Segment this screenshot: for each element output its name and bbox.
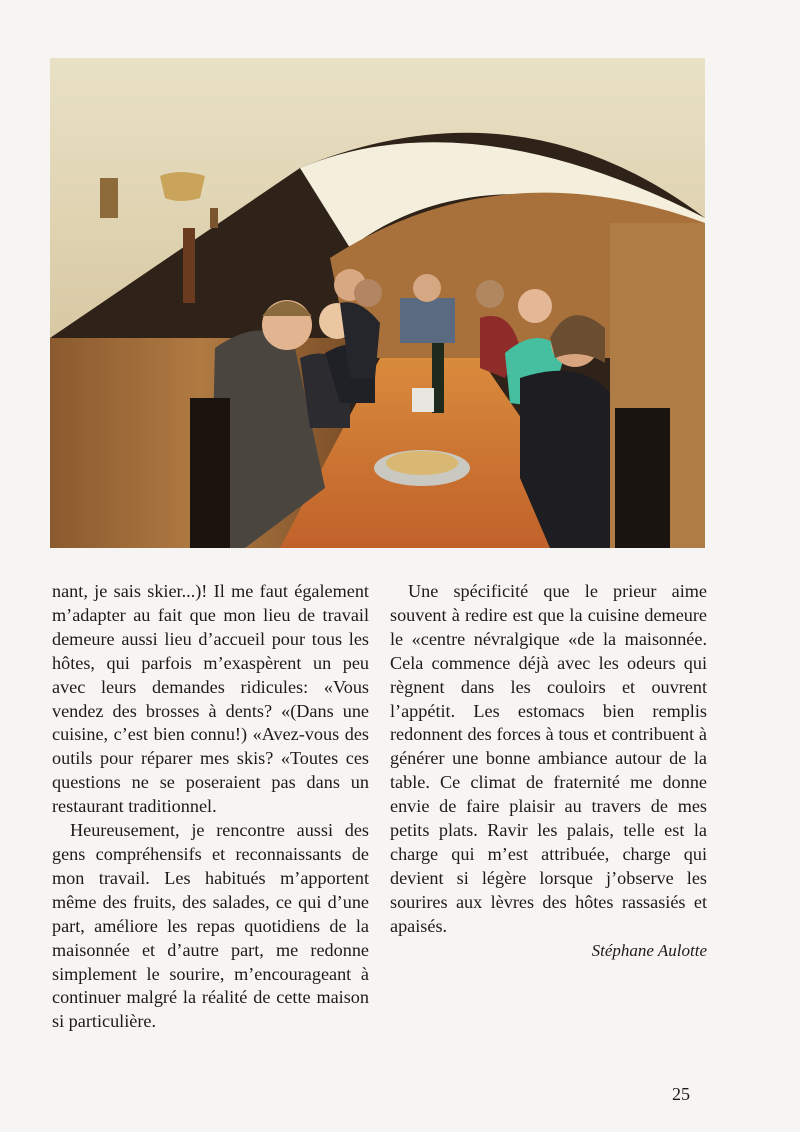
paragraph: nant, je sais skier...)! Il me faut également m’adapter au fait que mon lieu de travail demeure aussi lieu d’accueil pour tous les hôtes, qui parfois m’exaspèrent un peu avec leurs demandes ridicules: «Vous vendez des brosses à dents? «(Dans une cuisine, c’est bien connu!) «Avez-vous des outils pour réparer mes skis? «Toutes ces questions ne se poseraient pas dans un restaurant traditionnel. bbox=[52, 581, 369, 817]
page-number: 25 bbox=[672, 1084, 690, 1104]
dining-room-photo bbox=[50, 58, 705, 548]
article-right-column bbox=[390, 580, 707, 963]
dining-scene-illustration bbox=[50, 58, 705, 548]
article-left-column bbox=[52, 580, 369, 1034]
author-signature: Stéphane Aulotte bbox=[591, 940, 707, 960]
paragraph: Une spécificité que le prieur aime souvent à redire est que la cuisine demeure le «centre névralgique «de la maisonnée. Cela commence déjà avec les odeurs qui règnent dans les couloirs et ouvrent l’appétit. Les estomacs bien remplis redonnent des forces à tous et contribuent à générer une bonne ambiance autour de la table. Ce climat de fraternité me donne envie de faire plaisir au travers de mes petits plats. Ravir les palais, telle est la charge qui m’est attribuée, charge qui devient si légère lorsque j’observe les sourires aux lèvres des hôtes rassasiés et apaisés. bbox=[390, 581, 707, 936]
paragraph: Heureusement, je rencontre aussi des gens compréhensifs et reconnaissants de mon travail. Les habitués m’apportent même des fruits, des salades, ce qui d’une part, améliore les repas quotidiens de la maisonnée et d’autre part, me redonne simplement le sourire, m’encourageant à continuer malgré la réalité de cette maison si particulière. bbox=[52, 820, 369, 1032]
